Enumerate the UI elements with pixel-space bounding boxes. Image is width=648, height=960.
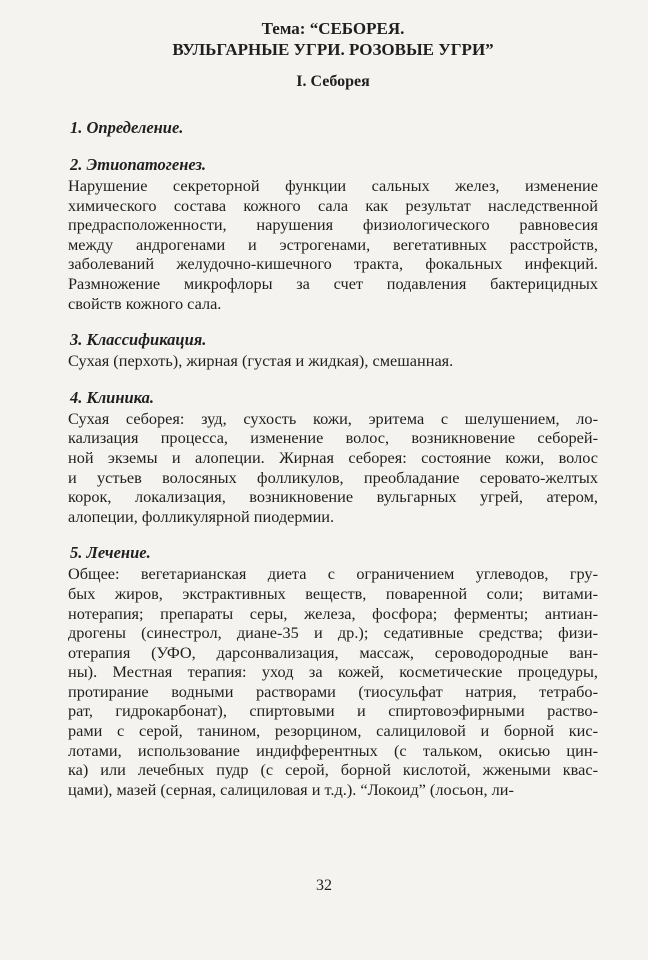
paragraph-line: заболеваний желудочно-кишечного тракта, фокальных инфекций.	[68, 254, 598, 274]
paragraph-line: химического состава кожного сала как результат наследственной	[68, 195, 598, 215]
paragraph-line: ка) или лечебных пудр (с серой, борной кислотой, жжеными квас-	[68, 760, 598, 780]
paragraph-line: Размножение микрофлоры за счет подавления бактерицидных	[68, 273, 598, 293]
section-5	[68, 543, 598, 799]
section-paragraph	[68, 564, 598, 799]
page-title	[68, 18, 598, 60]
paragraph-line: между андрогенами и эстрогенами, вегетативных расстройств,	[68, 234, 598, 254]
paragraph-line: рат, гидрокарбонат), спиртовыми и спиртовоэфирными раство-	[68, 701, 598, 721]
section-3	[68, 330, 598, 371]
paragraph-line: алопеции, фолликулярной пиодермии.	[68, 506, 335, 526]
section-1	[68, 118, 598, 138]
paragraph-line: корок, локализация, возникновение вульгарных угрей, атером,	[68, 487, 598, 507]
document-page	[68, 18, 598, 799]
paragraph-line: кализация процесса, изменение волос, возникновение себорей-	[68, 428, 598, 448]
section-subtitle: I. Себорея	[296, 73, 370, 90]
paragraph-line: цами), мазей (серная, салициловая и т.д.). “Локоид” (лосьон, ли-	[68, 779, 514, 799]
paragraph-line: дрогены (синестрол, диане-35 и др.); седативные средства; физи-	[68, 623, 598, 643]
paragraph-line: лотами, использование индифферентных (с тальком, окисью цин-	[68, 740, 598, 760]
paragraph-line: и устьев волосяных фолликулов, преобладание серовато-желтых	[68, 467, 598, 487]
paragraph-line: Общее: вегетарианская диета с ограничением углеводов, гру-	[68, 564, 598, 584]
paragraph-line: рами с серой, танином, резорцином, салициловой и борной кис-	[68, 721, 598, 741]
section-2	[68, 155, 598, 313]
section-heading: 1. Определение.	[70, 118, 184, 137]
page-number: 32	[316, 877, 332, 894]
title-line-1: Тема: “СЕБОРЕЯ.	[261, 19, 405, 38]
paragraph-line: нотерапия; препараты серы, железа, фосфора; ферменты; антиан-	[68, 603, 598, 623]
section-paragraph	[68, 176, 598, 313]
paragraph-line: ны). Местная терапия: уход за кожей, косметические процедуры,	[68, 662, 598, 682]
section-heading: 5. Лечение.	[70, 543, 151, 563]
paragraph-line: Сухая (перхоть), жирная (густая и жидкая), смешанная.	[68, 351, 454, 371]
paragraph-line: ной экземы и алопеции. Жирная себорея: состояние кожи, волос	[68, 447, 598, 467]
paragraph-line: предрасположенности, нарушения физиологического равновесия	[68, 215, 598, 235]
paragraph-line: бых жиров, экстрактивных веществ, поваренной соли; витами-	[68, 583, 598, 603]
paragraph-line: Нарушение секреторной функции сальных желез, изменение	[68, 176, 598, 195]
section-heading: 4. Клиника.	[70, 387, 154, 407]
section-paragraph	[68, 409, 598, 527]
section-heading: 3. Классификация.	[70, 330, 207, 350]
paragraph-line: отерапия (УФО, дарсонвализация, массаж, сероводородные ван-	[68, 642, 598, 662]
paragraph-line: Сухая себорея: зуд, сухость кожи, эритема с шелушением, ло-	[68, 408, 598, 428]
section-paragraph	[68, 351, 598, 371]
sections-container	[68, 118, 598, 799]
paragraph-line: свойств кожного сала.	[68, 293, 222, 313]
section-heading: 2. Этиопатогенез.	[70, 155, 207, 174]
title-line-2: ВУЛЬГАРНЫЕ УГРИ. РОЗОВЫЕ УГРИ”	[172, 40, 494, 59]
section-4	[68, 388, 598, 527]
paragraph-line: протирание водными растворами (тиосульфат натрия, тетрабо-	[68, 681, 598, 701]
